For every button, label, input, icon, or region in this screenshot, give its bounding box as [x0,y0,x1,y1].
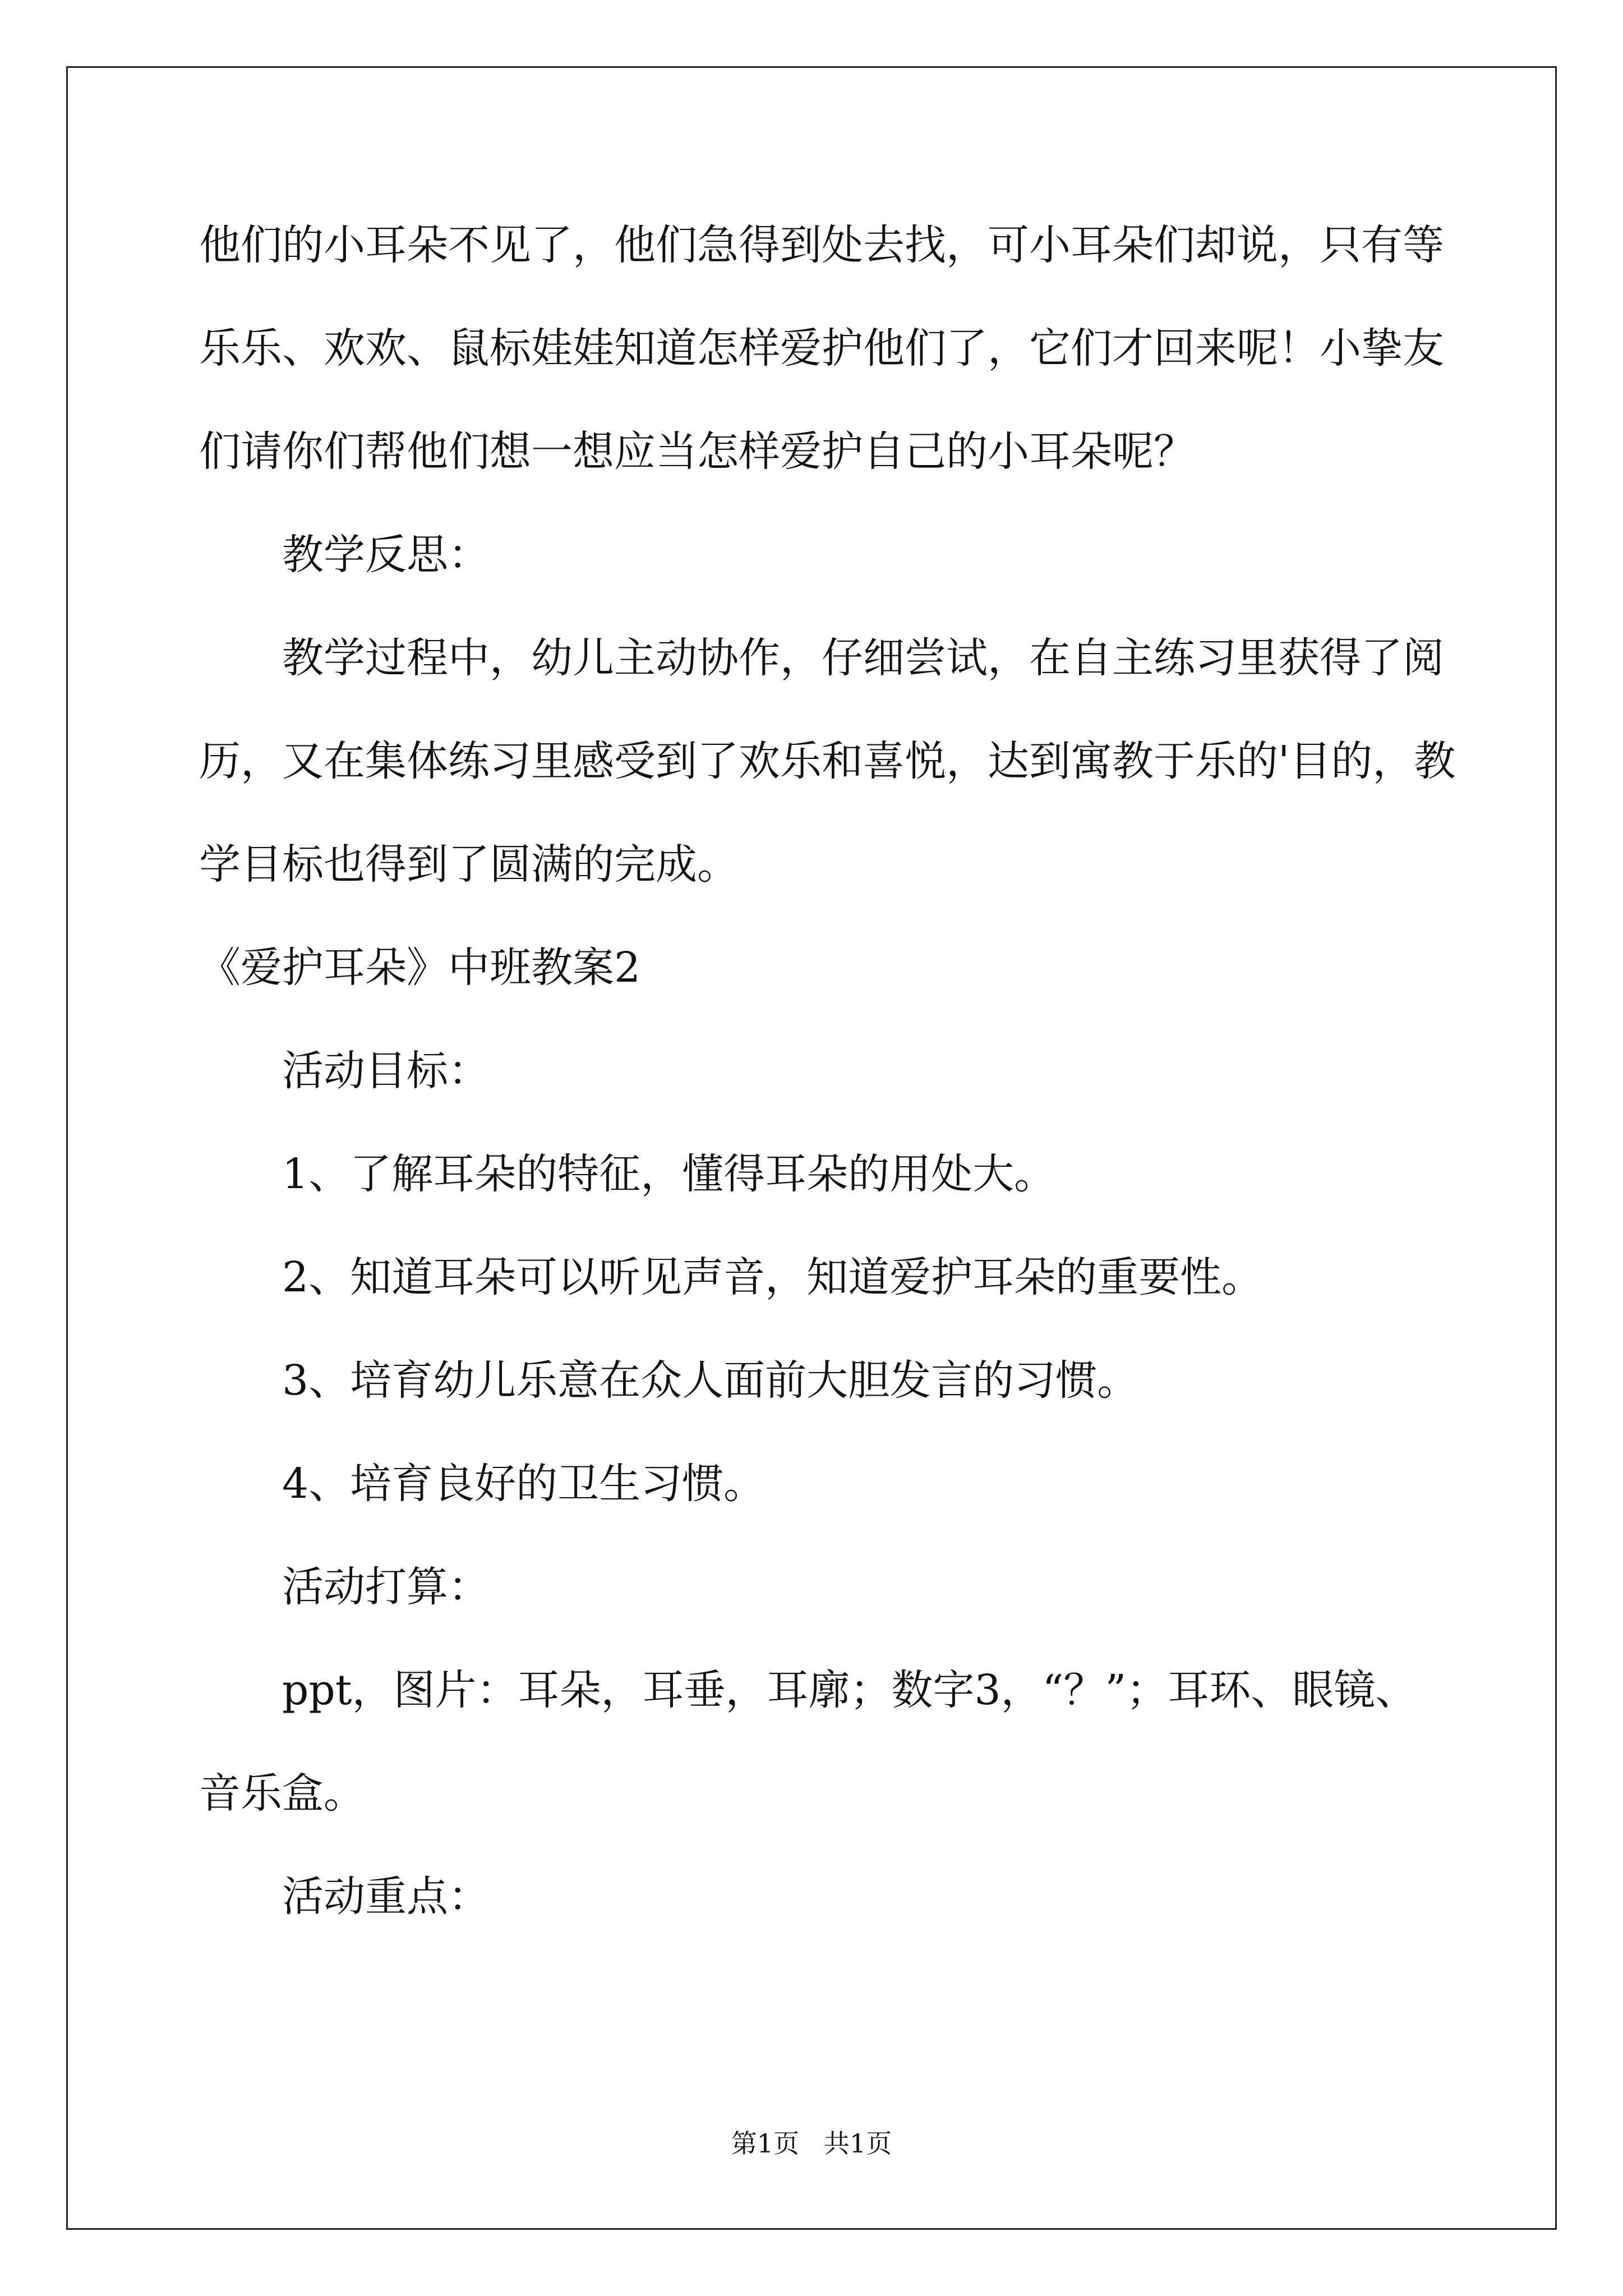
text-line: 乐乐、欢欢、鼠标娃娃知道怎样爱护他们了，它们才回来呢！小挚友 [199,324,1444,372]
text-line: 他们的小耳朵不见了，他们急得到处去找，可小耳朵们却说，只有等 [199,221,1444,269]
section-heading: 《爱护耳朵》中班教案2 [199,944,641,992]
text-line: 教学过程中，幼儿主动协作，仔细尝试，在自主练习里获得了阅 [282,634,1444,682]
document-body [199,194,1456,1948]
text-line: 教学反思： [282,531,490,579]
text-line: ppt，图片：耳朵，耳垂，耳廓；数字3，“？”；耳环、眼镜、 [282,1666,1417,1714]
text-line: 历，又在集体练习里感受到了欢乐和喜悦，达到寓教于乐的'目的，教 [199,737,1456,785]
text-line: 活动目标： [282,1047,490,1095]
text-line: 们请你们帮他们想一想应当怎样爱护自己的小耳朵呢？ [199,427,1195,476]
text-line: 音乐盒。 [199,1769,365,1818]
text-line: 2、知道耳朵可以听见声音，知道爱护耳朵的重要性。 [282,1253,1264,1301]
text-line: 活动重点： [282,1872,490,1921]
text-line: 1、了解耳朵的特征，懂得耳朵的用处大。 [282,1150,1056,1198]
text-line: 3、培育幼儿乐意在众人面前大胆发言的习惯。 [282,1356,1139,1405]
text-line: 学目标也得到了圆满的完成。 [199,840,739,889]
text-line: 活动打算： [282,1563,490,1611]
page-footer: 第1页 共1页 [731,2128,892,2159]
text-line: 4、培育良好的卫生习惯。 [282,1460,766,1508]
